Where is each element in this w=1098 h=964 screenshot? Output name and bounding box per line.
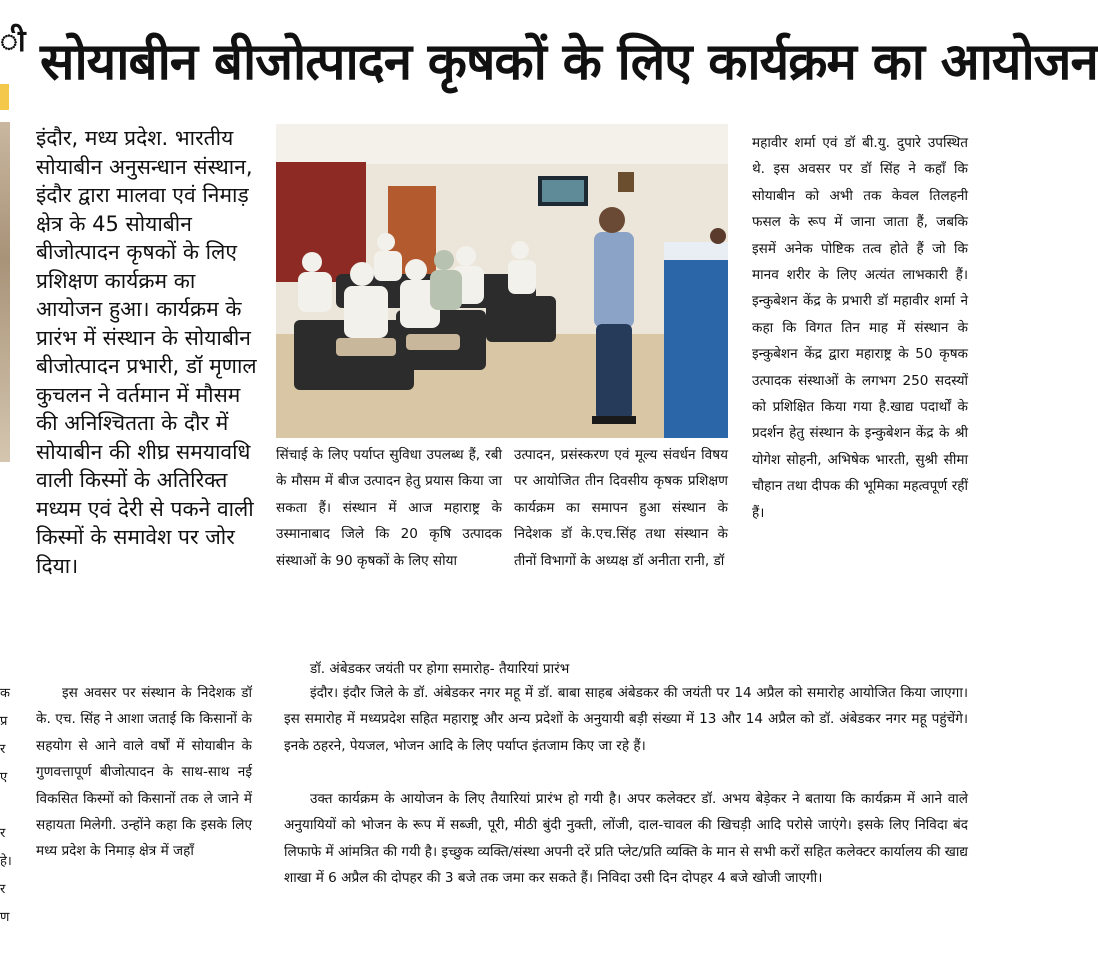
article-headline: सोयाबीन बीजोत्पादन कृषकों के लिए कार्यक्रम का आयोजन: [40, 33, 1098, 92]
second-article-paragraph: इंदौर। इंदौर जिले के डॉ. अंबेडकर नगर महू में डॉ. बाबा साहब अंबेडकर की जयंती पर 14 अप्रैल को समारोह आयोजित किया जाएगा। इस समारोह में मध्यप्रदेश सहित महाराष्ट्र और अन्य प्रदेशों के अनुयायी बड़ी संख्या में 13 और 14 अप्रैल को डॉ. अंबेडकर नगर महू पहुंचेंगे। इनके ठहरने, पेयजल, भोजन आदि के लिए पर्याप्त इंतजाम किए जा रहे हैं।: [284, 685, 968, 754]
meeting-photo: [276, 124, 728, 438]
adjacent-text-fragment: क प्र र ए र हे। र ण: [0, 686, 12, 925]
second-article-paragraph: उक्त कार्यक्रम के आयोजन के लिए तैयारियां प्रारंभ हो गयी है। अपर कलेक्टर डॉ. अभय बेड़ेकर ने बताया कि कार्यक्रम में आने वाले अनुयायियों को भोजन के रूप में सब्जी, पूरी, मीठी बुंदी नुक्ती, लोंजी, दाल-चावल की खिचड़ी आदि परोसे जाएंगे। इसके लिए निविदा बंद लिफाफे में आंमत्रित की गयी है। इच्छुक व्यक्ति/संस्था अपनी दरें प्रति प्लेट/प्रति व्यक्ति के मान से सभी करों सहित कलेक्टर कार्यालय की खाद्य शाखा में 6 अप्रैल की दोपहर की 3 बजे तक जमा कर सकते हैं। निविदा उसी दिन दोपहर 4 बजे खोजी जाएगी।: [284, 791, 968, 887]
second-article-subhead: डॉ. अंबेडकर जयंती पर होगा समारोह- तैयारियां प्रारंभ: [310, 661, 570, 677]
adjacent-column-fragment: ी: [0, 24, 26, 59]
adjacent-highlight-bar: [0, 84, 9, 110]
article-column-mid-left: सिंचाई के लिए पर्याप्त सुविधा उपलब्ध हैं, रबी के मौसम में बीज उत्पादन हेतु प्रयास किया जा सकता हैं। संस्थान में आज महाराष्ट्र के उस्मानाबाद जिले कि 20 कृषि उत्पादक संस्थाओं के 90 कृषकों के लिए सोया: [276, 447, 502, 569]
article-column-mid-right: उत्पादन, प्रसंस्करण एवं मूल्य संवर्धन विषय पर आयोजित तीन दिवसीय कृषक प्रशिक्षण कार्यक्रम का समापन हुआ संस्थान के निदेशक डॉ के.एच.सिंह तथा संस्थान के तीनों विभागों के अध्यक्ष डॉ अनीता रानी, डॉ: [514, 447, 728, 569]
article-column-right: महावीर शर्मा एवं डॉ बी.यु. दुपारे उपस्थित थे. इस अवसर पर डॉ सिंह ने कहाँ कि सोयाबीन को अभी तक केवल तिलहनी फसल के रूप में जाना जाता हैं, जबकि इसमें अनेक पोष्टिक तत्व होते हैं जो कि मानव शरीर के लिए अत्यंत लाभकारी हैं। इन्कुबेशन केंद्र के प्रभारी डॉ महावीर शर्मा ने कहा कि विगत तिन माह में संस्थान के इन्कुबेशन केंद्र द्वारा महाराष्ट्र के 50 कृषक उत्पादक संस्थाओं के लगभग 250 सदस्यों को प्रशिक्षित किया गया है.खाद्य पदार्थों के प्रदर्शन हेतु संस्थान के इन्कुबेशन केंद्र के श्री योगेश सोहनी, अभिषेक भारती, सुश्री सीमा चौहान तथा दीपक की भूमिका महत्वपूर्ण रहीं हैं।: [752, 135, 968, 521]
adjacent-photo-fragment: [0, 122, 10, 462]
article-lead-paragraph: इंदौर, मध्य प्रदेश. भारतीय सोयाबीन अनुसन्धान संस्थान, इंदौर द्वारा मालवा एवं निमाड़ क्षेत्र के 45 सोयाबीन बीजोत्पादन कृषकों के लिए प्रशिक्षण कार्यक्रम का आयोजन हुआ। कार्यक्रम के प्रारंभ में संस्थान के सोयाबीन बीजोत्पादन प्रभारी, डॉ मृणाल कुचलन ने वर्तमान में मौसम की अनिश्चितता के दौर में सोयाबीन की शीघ्र समयावधि वाली किस्मों के अतिरिक्त मध्यम एवं देरी से पकने वाली किस्मों के समावेश पर जोर दिया।: [36, 126, 257, 578]
article-column-left-bottom: इस अवसर पर संस्थान के निदेशक डॉ के. एच. सिंह ने आशा जताई कि किसानों के सहयोग से आने वाले वर्षों में सोयाबीन के गुणवत्तापूर्ण बीजोत्पादन के साथ-साथ नई विकसित किस्मों को किसानों तक ले जाने में सहायता मिलेगी. उन्होंने कहा कि इसके लिए मध्य प्रदेश के निमाड़ क्षेत्र में जहाँ: [36, 685, 252, 860]
